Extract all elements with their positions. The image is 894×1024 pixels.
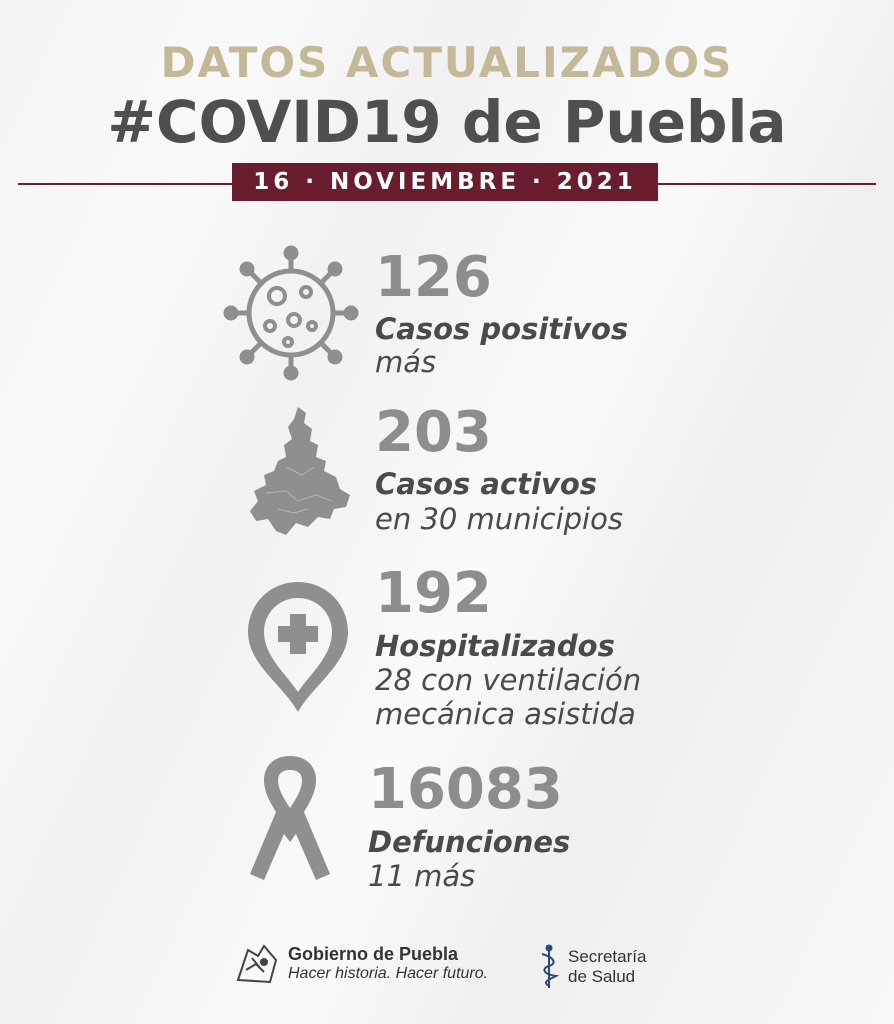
hospital-pin-icon <box>246 580 350 714</box>
stat-number-deaths: 16083 <box>368 757 563 822</box>
awareness-ribbon-icon <box>244 752 336 886</box>
stat-sub-deaths: 11 más <box>368 859 476 893</box>
salud-line2: de Salud <box>568 967 636 986</box>
gobierno-name: Gobierno de Puebla <box>288 943 459 964</box>
stat-number-active: 203 <box>375 400 492 465</box>
stat-label-deaths: Defunciones <box>368 825 571 859</box>
stat-number-positive: 126 <box>375 245 492 310</box>
date-badge: 16 · NOVIEMBRE · 2021 <box>232 163 658 201</box>
salud-line1: Secretaría <box>568 947 647 967</box>
salud-logo <box>538 944 646 990</box>
stat-label-hospital: Hospitalizados <box>375 629 615 663</box>
stat-sub-hospital: 28 con ventilación <box>375 663 642 697</box>
stat-label-positive: Casos positivos <box>375 312 629 346</box>
gobierno-emblem-icon <box>234 940 280 986</box>
caduceus-icon <box>538 944 560 990</box>
page-title: #COVID19 de Puebla <box>107 88 787 156</box>
gobierno-logo <box>234 940 488 986</box>
stat-label-active: Casos activos <box>375 467 598 501</box>
puebla-map-icon <box>246 405 354 537</box>
header-kicker: DATOS ACTUALIZADOS <box>160 38 734 87</box>
gobierno-tagline: Hacer historia. Hacer futuro. <box>288 964 489 982</box>
stat-number-hospital: 192 <box>375 561 492 626</box>
stat-sub-positive: más <box>375 345 437 379</box>
stat-sub2-hospital: mecánica asistida <box>375 697 636 731</box>
stat-sub-active: en 30 municipios <box>375 502 623 536</box>
virus-icon <box>222 244 360 382</box>
